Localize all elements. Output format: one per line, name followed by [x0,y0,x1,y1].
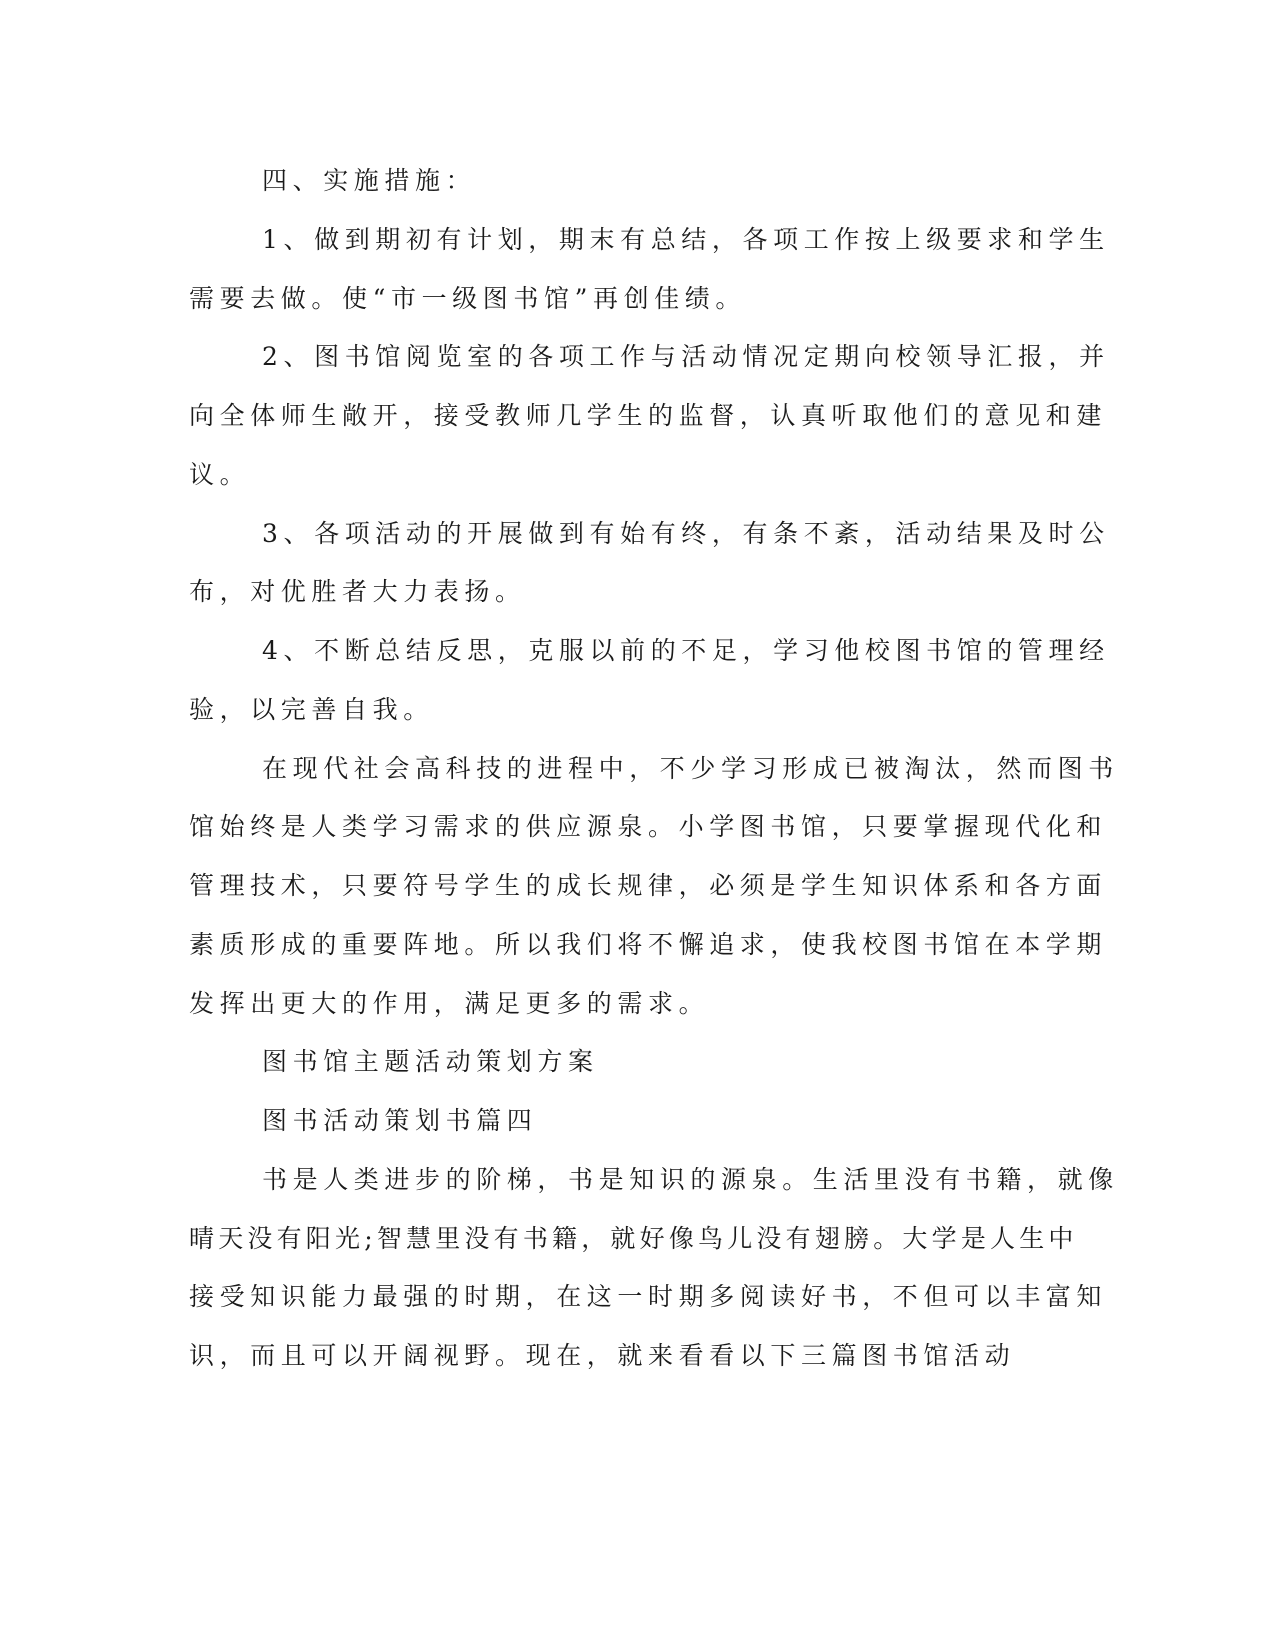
paragraph-line: 向全体师生敞开，接受教师几学生的监督，认真听取他们的意见和建 [189,401,1108,430]
paragraph-line: 布，对优胜者大力表扬。 [189,577,526,606]
document-title: 图书馆主题活动策划方案 [262,1047,599,1076]
paragraph-line: 馆始终是人类学习需求的供应源泉。小学图书馆，只要掌握现代化和 [189,812,1108,841]
paragraph-line: 晴天没有阳光;智慧里没有书籍，就好像鸟儿没有翅膀。大学是人生中 [189,1224,1078,1253]
paragraph-line: 需要去做。使“市一级图书馆”再创佳绩。 [189,284,746,313]
paragraph-line: 议。 [189,460,251,489]
paragraph-line: 接受知识能力最强的时期，在这一时期多阅读好书，不但可以丰富知 [189,1282,1108,1311]
paragraph-line: 验，以完善自我。 [189,695,434,724]
paragraph-line: 在现代社会高科技的进程中，不少学习形成已被淘汰，然而图书 [262,754,1119,783]
paragraph-line: 4、不断总结反思，克服以前的不足，学习他校图书馆的管理经 [262,636,1110,665]
paragraph-line: 素质形成的重要阵地。所以我们将不懈追求，使我校图书馆在本学期 [189,930,1108,959]
paragraph-line: 发挥出更大的作用，满足更多的需求。 [189,989,710,1018]
paragraph-line: 1、做到期初有计划，期末有总结，各项工作按上级要求和学生 [262,225,1110,254]
paragraph-line: 识，而且可以开阔视野。现在，就来看看以下三篇图书馆活动 [189,1341,1016,1370]
document-subtitle: 图书活动策划书篇四 [262,1106,538,1135]
paragraph-line: 管理技术，只要符号学生的成长规律，必须是学生知识体系和各方面 [189,871,1108,900]
paragraph-line: 3、各项活动的开展做到有始有终，有条不紊，活动结果及时公 [262,519,1110,548]
paragraph-line: 书是人类进步的阶梯，书是知识的源泉。生活里没有书籍，就像 [262,1165,1119,1194]
section-heading: 四、实施措施： [262,166,477,195]
paragraph-line: 2、图书馆阅览室的各项工作与活动情况定期向校领导汇报，并 [262,342,1110,371]
